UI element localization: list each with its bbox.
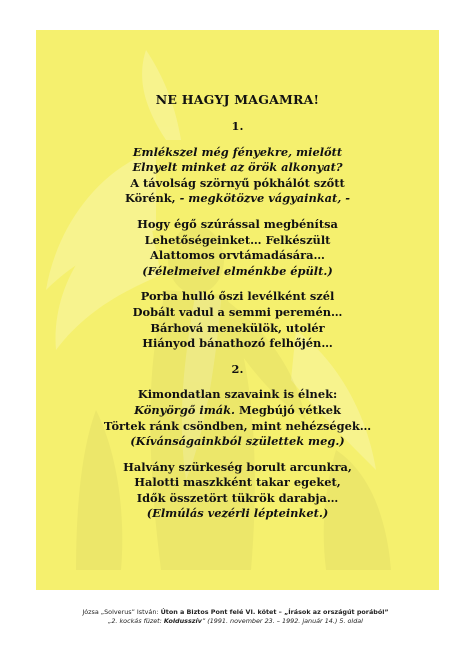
poem-line: Kimondatlan szavaink is élnek: — [137, 387, 338, 402]
poem-line: Idők összetört tükrök darabja… — [136, 490, 339, 505]
page-footer — [0, 608, 471, 626]
poem-line — [36, 403, 439, 419]
stanza-4 — [36, 387, 439, 449]
poem-line: Hogy égő szúrással megbénítsa — [137, 216, 338, 231]
stanza-3 — [36, 289, 439, 351]
poem-line: (Elmúlás vezérli lépteinket.) — [146, 506, 329, 521]
poem-line: Emlékszel még fényekre, mielőtt — [132, 144, 343, 159]
poem-line: Hiányod bánathozó felhőjén… — [142, 336, 333, 351]
footer-notebook-title: Koldusszív — [163, 617, 202, 625]
poem-line: (Félelmeivel elménkbe épült.) — [142, 263, 333, 278]
footer-book-title: Úton a Biztos Pont felé VI. kötet – „Írások az országút porából” — [160, 608, 389, 616]
poem-line: Lehetőségeinket… Felkészült — [144, 232, 331, 247]
footer-date-page: ” (1991. november 23. – 1992. január 14.) 5. oldal — [201, 617, 363, 625]
poem-line: Bárhová menekülök, utolér — [150, 320, 325, 335]
poem-line-part: - megkötözve vágyainkat, - — [179, 191, 350, 206]
poem-title: NE HAGYJ MAGAMRA! — [155, 92, 320, 107]
poem — [36, 92, 439, 532]
poem-line: Alattomos orvtámadására… — [150, 248, 325, 263]
poem-panel — [36, 30, 439, 590]
section-number-2: 2. — [231, 361, 244, 376]
poem-line: Halvány szürkeség borult arcunkra, — [123, 459, 352, 474]
poem-line-part: Körénk, — [125, 191, 180, 206]
poem-line-part: Könyörgő imák. — [134, 402, 235, 417]
poem-line: Törtek ránk csöndben, mint nehézségek… — [103, 418, 372, 433]
poem-line: Halotti maszkként takar egeket, — [134, 475, 341, 490]
poem-line-part: Megbújó vétkek — [235, 402, 341, 417]
stanza-1 — [36, 145, 439, 207]
poem-line: Dobált vadul a semmi peremén… — [132, 304, 343, 319]
poem-line: A távolság szörnyű pókhálót szőtt — [130, 175, 345, 190]
poem-line — [36, 191, 439, 207]
section-number-1: 1. — [231, 119, 244, 133]
footer-line-1 — [0, 608, 471, 617]
footer-notebook: „2. kockás füzet: — [108, 617, 164, 625]
poem-line: Elnyelt minket az örök alkonyat? — [132, 160, 343, 175]
footer-line-2 — [0, 617, 471, 626]
stanza-2 — [36, 217, 439, 279]
poem-line: Porba hulló őszi levélként szél — [140, 289, 335, 304]
footer-author: Józsa „Solverus” István: — [82, 608, 161, 616]
poem-line: (Kívánságainkból születtek meg.) — [130, 434, 345, 449]
stanza-5 — [36, 460, 439, 522]
